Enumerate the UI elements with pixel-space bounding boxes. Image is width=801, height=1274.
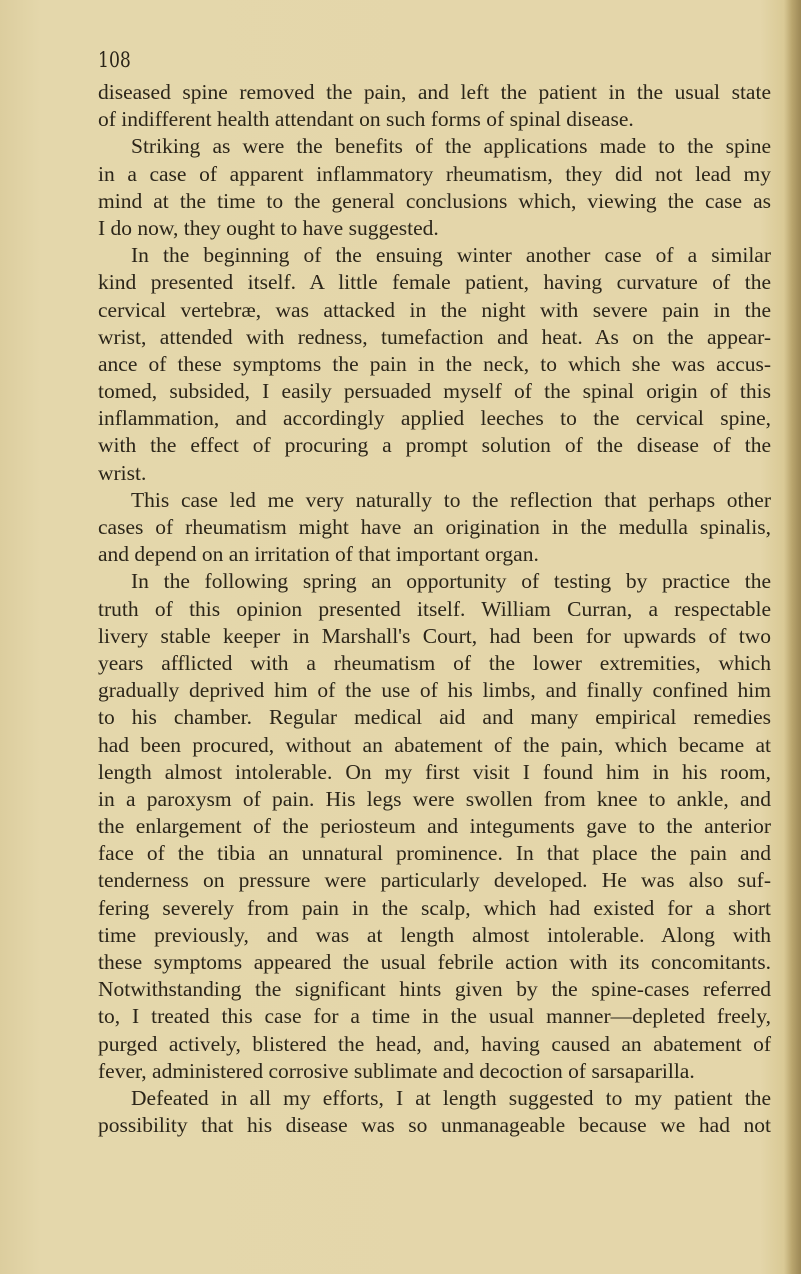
text-line: wrist, attended with redness, tumefaction and heat. As on the appear- xyxy=(98,324,771,349)
text-line: in a case of apparent inflammatory rheumatism, they did not lead my xyxy=(98,161,771,186)
text-line: This case led me very naturally to the reflection that perhaps other xyxy=(131,487,771,512)
text-line: and depend on an irritation of that important organ. xyxy=(98,542,539,567)
text-line: tomed, subsided, I easily persuaded myself of the spinal origin of this xyxy=(98,379,771,404)
text-line: tenderness on pressure were particularly developed. He was also suf- xyxy=(98,868,771,893)
text-line: fering severely from pain in the scalp, which had existed for a short xyxy=(98,895,771,920)
text-line: ance of these symptoms the pain in the neck, to which she was accus- xyxy=(98,351,771,376)
text-line: cases of rheumatism might have an origination in the medulla spinalis, xyxy=(98,515,771,539)
text-line: in a paroxysm of pain. His legs were swollen from knee to ankle, and xyxy=(98,786,771,811)
text-line: cervical vertebræ, was attacked in the night with severe pain in the xyxy=(98,297,771,322)
text-line: with the effect of procuring a prompt solution of the disease of the xyxy=(98,433,771,458)
text-line: time previously, and was at length almost intolerable. Along with xyxy=(98,922,771,947)
text-line: these symptoms appeared the usual febrile action with its concomitants. xyxy=(98,950,771,974)
text-line: face of the tibia an unnatural prominence. In that place the pain and xyxy=(98,841,771,866)
text-line: I do now, they ought to have suggested. xyxy=(98,215,439,240)
text-line: truth of this opinion presented itself. William Curran, a respectable xyxy=(98,596,771,621)
text-line: Striking as were the benefits of the applications made to the spine xyxy=(131,134,771,159)
text-line: had been procured, without an abatement of the pain, which became at xyxy=(98,732,771,757)
text-line: diseased spine removed the pain, and left the patient in the usual state xyxy=(98,80,771,104)
text-line: the enlargement of the periosteum and integuments gave to the anterior xyxy=(98,814,771,839)
text-line: length almost intolerable. On my first visit I found him in his room, xyxy=(98,759,771,784)
text-line: fever, administered corrosive sublimate and decoction of sarsaparilla. xyxy=(98,1058,695,1083)
body-text xyxy=(98,79,771,1139)
page-number: 108 xyxy=(98,48,131,72)
text-line: Notwithstanding the significant hints given by the spine-cases referred xyxy=(98,977,771,1002)
text-line: to his chamber. Regular medical aid and many empirical remedies xyxy=(98,705,771,730)
text-line: wrist. xyxy=(98,460,147,485)
text-line: In the following spring an opportunity of testing by practice the xyxy=(131,569,771,594)
text-line: inflammation, and accordingly applied leeches to the cervical spine, xyxy=(98,406,771,431)
text-line: purged actively, blistered the head, and, having caused an abatement of xyxy=(98,1031,771,1056)
text-line: years afflicted with a rheumatism of the lower extremities, which xyxy=(98,650,771,675)
text-line: In the beginning of the ensuing winter another case of a similar xyxy=(131,243,771,268)
text-line: to, I treated this case for a time in the usual manner—depleted freely, xyxy=(98,1004,771,1029)
text-line: kind presented itself. A little female patient, having curvature of the xyxy=(98,270,771,295)
text-line: mind at the time to the general conclusions which, viewing the case as xyxy=(98,188,771,213)
text-line: livery stable keeper in Marshall's Court, had been for upwards of two xyxy=(98,623,771,648)
text-line: of indifferent health attendant on such forms of spinal disease. xyxy=(98,107,634,132)
text-line: possibility that his disease was so unmanageable because we had not xyxy=(98,1113,771,1138)
text-line: gradually deprived him of the use of his limbs, and finally confined him xyxy=(98,678,771,703)
text-line: Defeated in all my efforts, I at length suggested to my patient the xyxy=(131,1085,771,1110)
